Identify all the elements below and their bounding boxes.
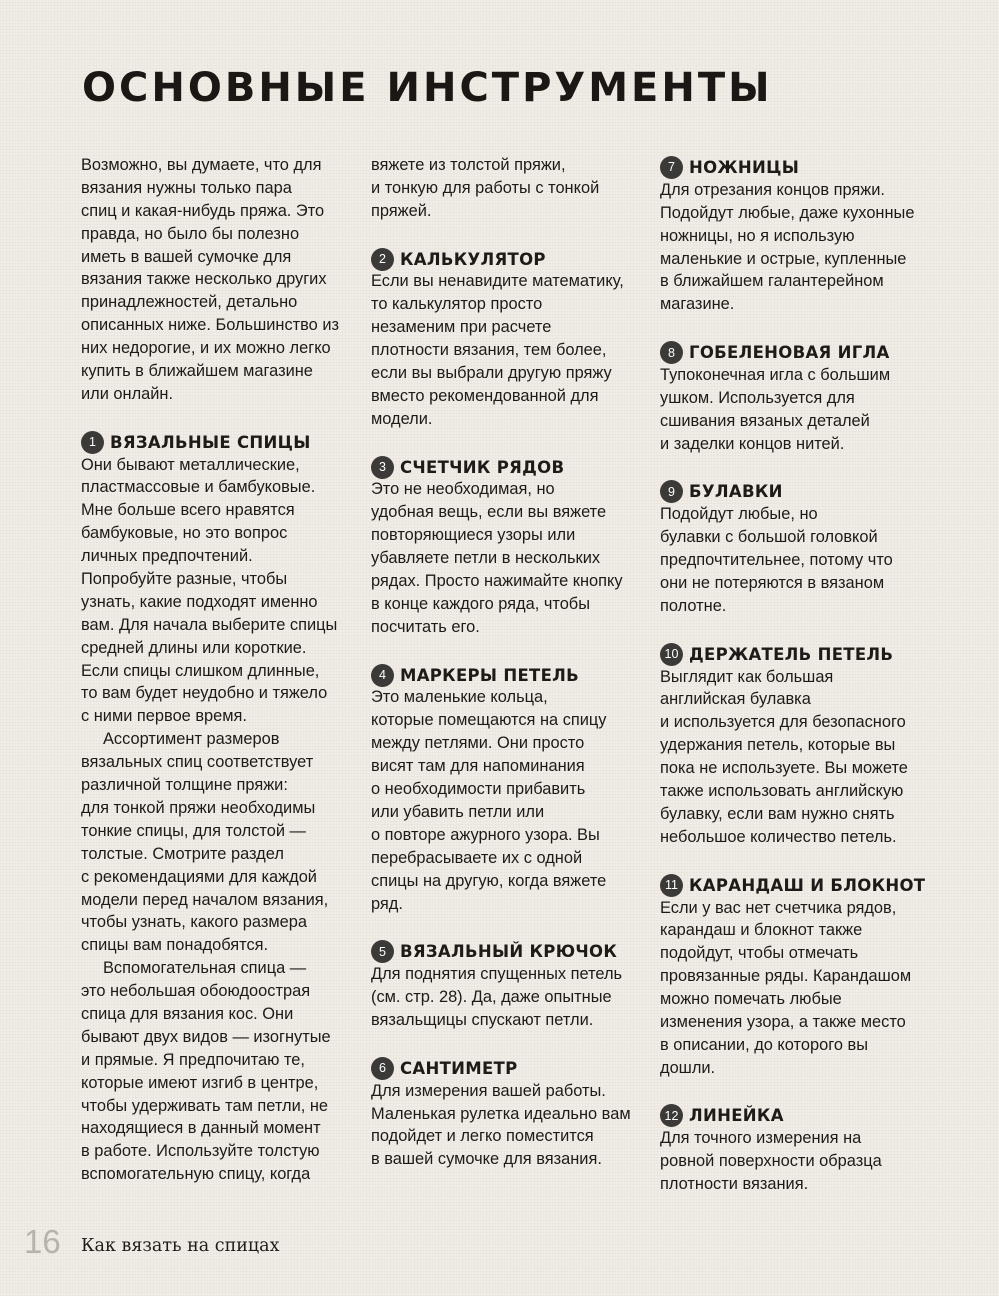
tool-heading-label: МАРКЕРЫ ПЕТЕЛЬ (400, 665, 580, 685)
text-line: Выглядит как большая (660, 667, 834, 686)
text-line: спиц и какая-нибудь пряжа. Это (81, 201, 325, 220)
text-line: ножницы, но я использую (660, 226, 855, 245)
text-line: Для измерения вашей работы. (371, 1081, 606, 1100)
text-line: и заделки концов нитей. (660, 434, 845, 453)
text-line: вязания также несколько других (81, 270, 327, 289)
paragraph-gap (371, 915, 649, 938)
text-line: магазине. (660, 295, 735, 314)
number-badge: 12 (660, 1104, 683, 1127)
text-line: рядах. Просто нажимайте кнопку (371, 572, 623, 591)
tool-heading (660, 643, 950, 666)
tool-heading (371, 664, 649, 687)
text-line: Если вы ненавидите математику, (371, 272, 624, 291)
text-line: Если у вас нет счетчика рядов, (660, 898, 897, 917)
text-line: вязальных спиц соответствует (81, 753, 314, 772)
text-line: Это не необходимая, но (371, 480, 555, 499)
text-line: толстые. Смотрите раздел (81, 844, 284, 863)
text-line: с ними первое время. (81, 707, 247, 726)
tool-heading (660, 341, 950, 364)
number-badge: 6 (371, 1057, 394, 1080)
text-line: вязальщицы спускают петли. (371, 1010, 594, 1029)
text-line: сшивания вязаных деталей (660, 411, 870, 430)
text-line: Ассортимент размеров (103, 730, 280, 749)
tool-heading (81, 431, 359, 454)
text-line: они не потеряются в вязаном (660, 574, 885, 593)
tool-heading (371, 248, 649, 271)
text-line: булавки с большой головкой (660, 528, 878, 547)
text-line: которые имеют изгиб в центре, (81, 1073, 319, 1092)
text-line: в ближайшем галантерейном (660, 272, 884, 291)
text-line: Подойдут любые, но (660, 505, 818, 524)
paragraph-gap (81, 406, 359, 429)
text-line: для тонкой пряжи необходимы (81, 798, 316, 817)
tool-heading-label: САНТИМЕТР (400, 1058, 518, 1078)
text-line: полотне. (660, 596, 727, 615)
tool-heading (660, 156, 950, 179)
text-line: или убавить петли или (371, 802, 545, 821)
text-line: вам. Для начала выберите спицы (81, 615, 338, 634)
text-line: между петлями. Они просто (371, 734, 585, 753)
number-badge: 10 (660, 643, 683, 666)
text-line: Мне больше всего нравятся (81, 501, 295, 520)
text-line: чтобы узнать, какого размера (81, 913, 307, 932)
text-line: повторяющиеся узоры или (371, 526, 576, 545)
paragraph-gap (660, 849, 950, 872)
paragraph-gap (371, 223, 649, 246)
text-line: посчитать его. (371, 617, 480, 636)
text-line: личных предпочтений. (81, 547, 253, 566)
tool-heading-label: ЛИНЕЙКА (689, 1106, 784, 1126)
tool-heading (371, 940, 649, 963)
text-line: Подойдут любые, даже кухонные (660, 203, 915, 222)
number-badge: 5 (371, 940, 394, 963)
text-line: Маленькая рулетка идеально вам (371, 1104, 631, 1123)
text-line: вязания нужны только пара (81, 178, 292, 197)
text-line: удержания петель, которые вы (660, 736, 896, 755)
text-line: перебрасываете их с одной (371, 848, 583, 867)
text-line: Это маленькие кольца, (371, 688, 548, 707)
text-line: и используется для безопасного (660, 713, 906, 732)
text-line: пластмассовые и бамбуковые. (81, 478, 316, 497)
number-badge: 3 (371, 456, 394, 479)
text-line: них недорогие, и их можно легко (81, 339, 331, 358)
text-line: иметь в вашей сумочке для (81, 247, 292, 266)
text-column-3 (660, 154, 950, 1196)
text-line: карандаш и блокнот также (660, 921, 863, 940)
text-line: спица для вязания кос. Они (81, 1004, 294, 1023)
text-line: вяжете из толстой пряжи, (371, 156, 566, 174)
text-line: небольшое количество петель. (660, 827, 897, 846)
text-line: плотности вязания, тем более, (371, 341, 607, 360)
tool-heading (660, 1105, 950, 1128)
text-line: подойдут, чтобы отмечать (660, 944, 859, 963)
text-line: Для отрезания концов пряжи. (660, 180, 885, 199)
text-line: принадлежностей, детально (81, 293, 298, 312)
text-line: то вам будет неудобно и тяжело (81, 684, 328, 703)
text-line: купить в ближайшем магазине (81, 362, 313, 381)
text-line: в вашей сумочке для вязания. (371, 1150, 602, 1169)
text-line: Для поднятия спущенных петель (371, 965, 623, 984)
text-line: и тонкую для работы с тонкой (371, 178, 600, 197)
text-line: находящиеся в данный момент (81, 1119, 321, 1138)
tool-heading-label: ДЕРЖАТЕЛЬ ПЕТЕЛЬ (689, 644, 894, 664)
text-line: бамбуковые, но это вопрос (81, 524, 288, 543)
text-line: пряжей. (371, 201, 432, 220)
text-line: плотности вязания. (660, 1175, 809, 1194)
text-line: если вы выбрали другую пряжу (371, 364, 612, 383)
text-line: или онлайн. (81, 384, 174, 403)
text-line: и прямые. Я предпочитаю те, (81, 1050, 305, 1069)
text-line: спицы на другую, когда вяжете (371, 871, 607, 890)
number-badge: 8 (660, 341, 683, 364)
text-line: незаменим при расчете (371, 318, 552, 337)
text-line: Они бывают металлические, (81, 455, 300, 474)
text-line: удобная вещь, если вы вяжете (371, 503, 607, 522)
paragraph-gap (660, 456, 950, 479)
text-line: подойдет и легко поместится (371, 1127, 594, 1146)
text-column-1 (81, 154, 359, 1186)
tool-heading-label: ГОБЕЛЕНОВАЯ ИГЛА (689, 343, 890, 363)
text-line: предпочтительнее, потому что (660, 551, 893, 570)
text-column-2 (371, 154, 649, 1171)
text-line: модели. (371, 409, 433, 428)
paragraph-gap (371, 639, 649, 662)
text-line: Возможно, вы думаете, что для (81, 156, 322, 174)
text-line: булавку, если вам нужно снять (660, 804, 895, 823)
tool-heading-label: БУЛАВКИ (689, 482, 783, 502)
page-title: ОСНОВНЫЕ ИНСТРУМЕНТЫ (82, 65, 773, 111)
text-line: ровной поверхности образца (660, 1152, 882, 1171)
tool-heading-label: КАЛЬКУЛЯТОР (400, 249, 546, 269)
tool-heading (660, 480, 950, 503)
number-badge: 11 (660, 874, 683, 897)
text-line: описанных ниже. Большинство из (81, 316, 340, 335)
text-line: средней длины или короткие. (81, 638, 307, 657)
text-line: Попробуйте разные, чтобы (81, 570, 288, 589)
text-line: правда, но было бы полезно (81, 224, 300, 243)
text-line: вместо рекомендованной для (371, 386, 599, 405)
number-badge: 9 (660, 480, 683, 503)
text-line: спицы вам понадобятся. (81, 936, 269, 955)
number-badge: 4 (371, 664, 394, 687)
tool-heading (371, 1057, 649, 1080)
text-line: с рекомендациями для каждой (81, 867, 317, 886)
paragraph-gap (660, 1080, 950, 1103)
text-line: узнать, какие подходят именно (81, 592, 318, 611)
tool-heading (660, 874, 950, 897)
number-badge: 2 (371, 248, 394, 271)
text-line: Тупоконечная игла с большим (660, 366, 891, 385)
text-line: убавляете петли в нескольких (371, 549, 601, 568)
text-line: бывают двух видов — изогнутые (81, 1027, 331, 1046)
text-line: в конце каждого ряда, чтобы (371, 594, 590, 613)
text-line: маленькие и острые, купленные (660, 249, 907, 268)
text-line: дошли. (660, 1058, 716, 1077)
text-line: модели перед началом вязания, (81, 890, 329, 909)
text-line: английская булавка (660, 690, 811, 709)
text-line: которые помещаются на спицу (371, 711, 607, 730)
text-line: (см. стр. 28). Да, даже опытные (371, 988, 612, 1007)
text-line: ушком. Используется для (660, 388, 855, 407)
text-line: Для точного измерения на (660, 1129, 862, 1148)
text-line: в работе. Используйте толстую (81, 1142, 320, 1161)
tool-heading-label: СЧЕТЧИК РЯДОВ (400, 457, 565, 477)
text-line: в описании, до которого вы (660, 1035, 868, 1054)
text-line: о повторе ажурного узора. Вы (371, 825, 600, 844)
tool-heading-label: КАРАНДАШ И БЛОКНОТ (689, 875, 926, 895)
paragraph-gap (660, 618, 950, 641)
page-number: 16 (24, 1223, 61, 1260)
tool-heading-label: ВЯЗАЛЬНЫЙ КРЮЧОК (400, 942, 618, 962)
text-line: вспомогательную спицу, когда (81, 1165, 311, 1184)
text-line: висят там для напоминания (371, 757, 585, 776)
tool-heading (371, 456, 649, 479)
text-line: различной толщине пряжи: (81, 776, 288, 795)
tool-heading-label: ВЯЗАЛЬНЫЕ СПИЦЫ (110, 432, 311, 452)
number-badge: 7 (660, 156, 683, 179)
paragraph-gap (660, 316, 950, 339)
text-line: Вспомогательная спица — (103, 959, 307, 978)
text-line: о необходимости прибавить (371, 780, 586, 799)
text-line: пока не используете. Вы можете (660, 759, 908, 778)
text-line: то калькулятор просто (371, 295, 543, 314)
number-badge: 1 (81, 431, 104, 454)
paragraph-gap (371, 1032, 649, 1055)
text-line: также использовать английскую (660, 782, 904, 801)
text-line: ряд. (371, 894, 403, 913)
text-line: провязанные ряды. Карандашом (660, 967, 912, 986)
text-line: тонкие спицы, для толстой — (81, 821, 306, 840)
paragraph-gap (371, 431, 649, 454)
tool-heading-label: НОЖНИЦЫ (689, 157, 800, 177)
running-title: Как вязать на спицах (81, 1236, 280, 1256)
text-line: чтобы удерживать там петли, не (81, 1096, 328, 1115)
text-line: изменения узора, а также место (660, 1012, 906, 1031)
text-line: это небольшая обоюдоострая (81, 982, 311, 1001)
text-line: Если спицы слишком длинные, (81, 661, 320, 680)
text-line: можно помечать любые (660, 990, 842, 1009)
